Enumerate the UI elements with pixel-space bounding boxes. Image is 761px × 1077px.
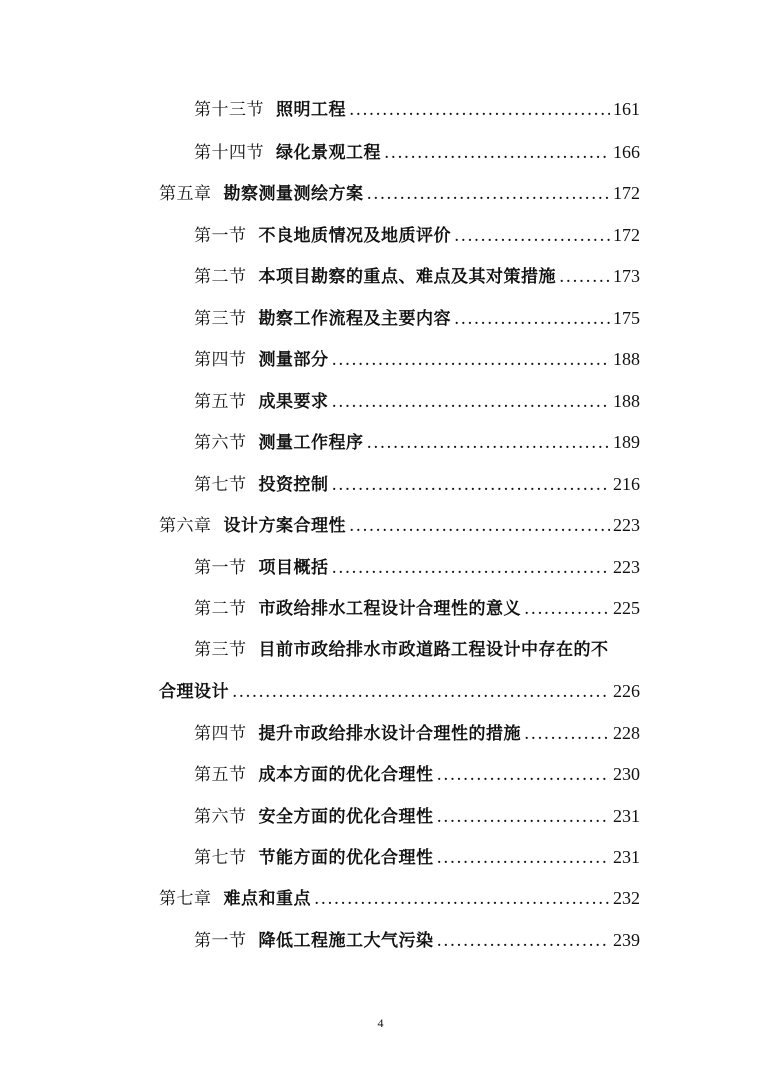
toc-entry[interactable] xyxy=(194,803,640,829)
toc-entry-title: 照明工程 xyxy=(276,100,346,120)
toc-entry-title: 勘察工作流程及主要内容 xyxy=(258,309,451,329)
dot-leader xyxy=(332,555,611,581)
dot-leader xyxy=(559,264,610,290)
toc-entry-label: 第四节 xyxy=(194,724,247,744)
toc-entry-label: 第五章 xyxy=(159,184,212,204)
toc-entry-label: 第二节 xyxy=(194,267,247,287)
toc-entry-page: 172 xyxy=(613,225,640,245)
toc-entry-title: 市政给排水工程设计合理性的意义 xyxy=(258,599,521,619)
toc-entry-page: 166 xyxy=(613,142,640,162)
toc-entry-page: 230 xyxy=(613,764,640,784)
toc-entry-page: 225 xyxy=(613,598,640,618)
toc-entry-label: 第三节 xyxy=(194,309,247,329)
toc-entry-title-continued: 合理设计 xyxy=(159,682,229,702)
toc-entry-label: 第六节 xyxy=(194,807,247,827)
toc-entry-title: 安全方面的优化合理性 xyxy=(258,807,434,827)
dot-leader xyxy=(524,721,610,747)
toc-entry[interactable] xyxy=(159,180,640,206)
toc-entry-label: 第二节 xyxy=(194,599,247,619)
toc-entry[interactable] xyxy=(194,263,640,289)
toc-entry-title: 提升市政给排水设计合理性的措施 xyxy=(258,724,521,744)
toc-entry-title: 不良地质情况及地质评价 xyxy=(258,226,451,246)
dot-leader xyxy=(524,596,610,622)
toc-entry-label: 第七节 xyxy=(194,848,247,868)
toc-entry[interactable] xyxy=(194,761,640,787)
dot-leader xyxy=(437,762,611,788)
toc-entry[interactable] xyxy=(194,595,640,621)
toc-entry-title: 项目概括 xyxy=(258,558,329,578)
dot-leader xyxy=(349,97,610,123)
toc-entry-page: 161 xyxy=(613,99,640,119)
dot-leader xyxy=(454,306,610,332)
toc-entry-title: 测量工作程序 xyxy=(258,433,364,453)
dot-leader xyxy=(367,430,611,456)
toc-entry[interactable] xyxy=(194,471,640,497)
dot-leader xyxy=(232,679,610,705)
toc-entry-title: 绿化景观工程 xyxy=(276,143,381,163)
toc-entry-label: 第五节 xyxy=(194,392,247,412)
toc-entry[interactable] xyxy=(194,637,640,663)
toc-entry-page: 216 xyxy=(613,474,640,494)
toc-entry-title: 成本方面的优化合理性 xyxy=(258,765,434,785)
dot-leader xyxy=(349,513,610,539)
toc-entry[interactable] xyxy=(159,885,640,911)
toc-entry-label: 第一节 xyxy=(194,931,247,951)
dot-leader xyxy=(332,347,611,373)
toc-entry-page: 172 xyxy=(613,183,640,203)
toc-entry[interactable] xyxy=(194,927,640,953)
toc-entry-page: 223 xyxy=(613,515,640,535)
toc-entry-title: 难点和重点 xyxy=(223,889,311,909)
toc-entry-page: 232 xyxy=(613,888,640,908)
toc-entry-page: 231 xyxy=(613,847,640,867)
toc-entry-title: 本项目勘察的重点、难点及其对策措施 xyxy=(258,267,556,287)
toc-entry-title: 成果要求 xyxy=(258,392,329,412)
toc-entry-label: 第六章 xyxy=(159,516,212,536)
toc-entry[interactable] xyxy=(194,844,640,870)
toc-entry-label: 第七节 xyxy=(194,475,247,495)
toc-entry-label: 第一节 xyxy=(194,558,247,578)
toc-entry-title: 节能方面的优化合理性 xyxy=(258,848,434,868)
dot-leader xyxy=(332,389,611,415)
toc-entry-label: 第三节 xyxy=(194,640,247,660)
toc-entry[interactable] xyxy=(194,346,640,372)
dot-leader xyxy=(384,140,610,166)
toc-entry-page: 173 xyxy=(613,266,640,286)
toc-entry-page: 175 xyxy=(613,308,640,328)
toc-entry-continuation[interactable] xyxy=(159,678,640,704)
dot-leader xyxy=(437,845,611,871)
toc-entry[interactable] xyxy=(194,388,640,414)
toc-entry-page: 226 xyxy=(613,681,640,701)
toc-entry[interactable] xyxy=(194,222,640,248)
dot-leader xyxy=(332,472,611,498)
toc-entry-label: 第十三节 xyxy=(194,100,264,120)
toc-entry-title: 降低工程施工大气污染 xyxy=(258,931,434,951)
toc-entry-label: 第十四节 xyxy=(194,143,264,163)
toc-entry-label: 第六节 xyxy=(194,433,247,453)
toc-entry[interactable] xyxy=(194,139,640,165)
toc-entry[interactable] xyxy=(194,96,640,122)
toc-entry-page: 228 xyxy=(613,723,640,743)
page-number: 4 xyxy=(377,1016,384,1030)
dot-leader xyxy=(454,223,610,249)
toc-entry-page: 239 xyxy=(613,930,640,950)
toc-entry-page: 188 xyxy=(613,349,640,369)
toc-entry-page: 188 xyxy=(613,391,640,411)
toc-entry-label: 第四节 xyxy=(194,350,247,370)
toc-entry[interactable] xyxy=(194,554,640,580)
toc-entry-title: 勘察测量测绘方案 xyxy=(223,184,364,204)
toc-entry-label: 第七章 xyxy=(159,889,212,909)
toc-entry-page: 231 xyxy=(613,806,640,826)
toc-entry-title: 设计方案合理性 xyxy=(223,516,346,536)
dot-leader xyxy=(314,886,610,912)
dot-leader xyxy=(437,928,611,954)
toc-entry-page: 223 xyxy=(613,557,640,577)
toc-entry[interactable] xyxy=(194,429,640,455)
toc-entry-title: 测量部分 xyxy=(258,350,329,370)
dot-leader xyxy=(367,181,611,207)
toc-entry-label: 第五节 xyxy=(194,765,247,785)
toc-entry-title: 目前市政给排水市政道路工程设计中存在的不 xyxy=(258,640,609,660)
toc-entry-page: 189 xyxy=(613,432,640,452)
toc-entry[interactable] xyxy=(194,305,640,331)
toc-entry-title: 投资控制 xyxy=(258,475,329,495)
toc-entry[interactable] xyxy=(194,720,640,746)
toc-entry-label: 第一节 xyxy=(194,226,247,246)
toc-entry[interactable] xyxy=(159,512,640,538)
dot-leader xyxy=(437,804,611,830)
